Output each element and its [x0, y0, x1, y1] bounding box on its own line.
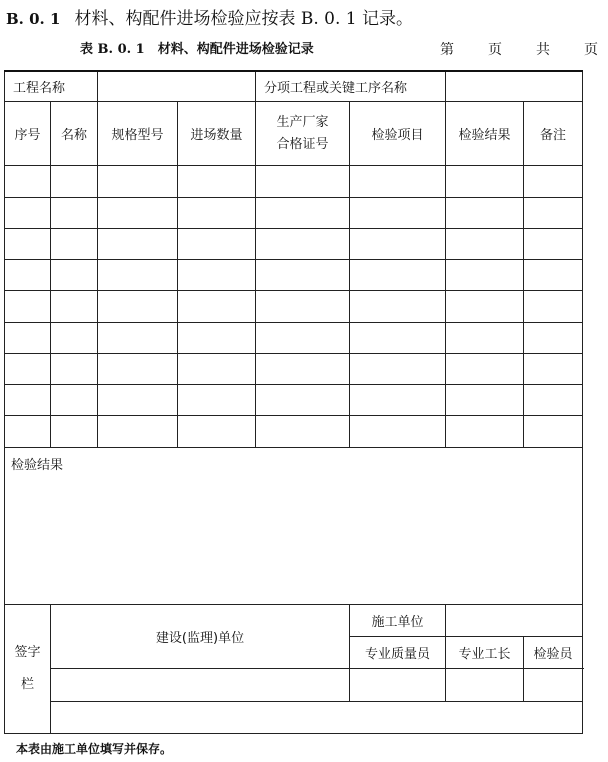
cell-quantity[interactable]: [178, 228, 256, 259]
cell-inspection-result[interactable]: [446, 322, 524, 353]
table-caption: [0, 40, 608, 60]
cell-inspection-result[interactable]: [446, 291, 524, 322]
table-row: [5, 385, 583, 416]
cell-inspection-item[interactable]: [350, 416, 446, 447]
table-row: [5, 197, 583, 228]
cell-name[interactable]: [51, 353, 98, 384]
column-header-row: [5, 101, 583, 166]
inspector-label: 检验员: [524, 637, 583, 669]
cell-inspection-result[interactable]: [446, 416, 524, 447]
cell-quantity[interactable]: [178, 353, 256, 384]
subproject-label: 分项工程或关键工序名称: [256, 71, 446, 101]
cell-manufacturer[interactable]: [256, 353, 350, 384]
cell-remarks[interactable]: [524, 260, 583, 291]
foreman-signature-field[interactable]: [446, 669, 524, 701]
col-header-inspection-result: 检验结果: [446, 101, 524, 166]
supervisor-label: 建设(监理)单位: [51, 604, 350, 669]
cell-remarks[interactable]: [524, 353, 583, 384]
cell-name[interactable]: [51, 322, 98, 353]
cell-inspection-result[interactable]: [446, 228, 524, 259]
table-row: [5, 228, 583, 259]
cell-index[interactable]: [5, 260, 51, 291]
table-row: [5, 291, 583, 322]
project-name-field[interactable]: [98, 71, 256, 101]
quality-officer-label: 专业质量员: [350, 637, 446, 669]
signature-row-1: [5, 604, 583, 636]
cell-inspection-item[interactable]: [350, 166, 446, 197]
cell-name[interactable]: [51, 416, 98, 447]
footnote: 本表由施工单位填写并保存。: [16, 742, 173, 756]
project-row: [5, 71, 583, 101]
col-header-spec: 规格型号: [98, 101, 178, 166]
cell-inspection-result[interactable]: [446, 353, 524, 384]
supervisor-signature-field[interactable]: [51, 669, 350, 701]
page-indicator: 第 页 共 页: [440, 42, 608, 58]
cell-index[interactable]: [5, 322, 51, 353]
cell-spec[interactable]: [98, 416, 178, 447]
section-number: B. 0. 1: [6, 10, 61, 28]
cell-remarks[interactable]: [524, 322, 583, 353]
result-area[interactable]: [5, 447, 583, 604]
cell-spec[interactable]: [98, 291, 178, 322]
cell-manufacturer[interactable]: [256, 385, 350, 416]
inspection-record-table: [4, 70, 583, 734]
result-label: 检验结果: [11, 457, 64, 473]
table-row: [5, 416, 583, 447]
cell-quantity[interactable]: [178, 322, 256, 353]
table-row: [5, 322, 583, 353]
cell-inspection-result[interactable]: [446, 260, 524, 291]
quality-officer-signature-field[interactable]: [350, 669, 446, 701]
cell-remarks[interactable]: [524, 385, 583, 416]
table-row: [5, 353, 583, 384]
cell-quantity[interactable]: [178, 166, 256, 197]
cell-quantity[interactable]: [178, 416, 256, 447]
cell-name[interactable]: [51, 385, 98, 416]
cell-quantity[interactable]: [178, 291, 256, 322]
col-header-name: 名称: [51, 101, 98, 166]
foreman-label: 专业工长: [446, 637, 524, 669]
cell-index[interactable]: [5, 291, 51, 322]
cell-spec[interactable]: [98, 260, 178, 291]
table-row: [5, 260, 583, 291]
date-field[interactable]: [51, 701, 583, 733]
cell-spec[interactable]: [98, 322, 178, 353]
cell-inspection-result[interactable]: [446, 166, 524, 197]
section-heading: [6, 6, 580, 32]
signature-row-4: [5, 701, 583, 733]
cell-spec[interactable]: [98, 166, 178, 197]
cell-remarks[interactable]: [524, 416, 583, 447]
cell-quantity[interactable]: [178, 385, 256, 416]
subproject-field[interactable]: [446, 71, 583, 101]
col-header-manufacturer: 生产厂家 合格证号: [256, 101, 350, 166]
cell-spec[interactable]: [98, 385, 178, 416]
cell-spec[interactable]: [98, 197, 178, 228]
cell-name[interactable]: [51, 228, 98, 259]
cell-spec[interactable]: [98, 228, 178, 259]
signature-row-3: [5, 669, 583, 701]
cell-name[interactable]: [51, 260, 98, 291]
cell-inspection-item[interactable]: [350, 322, 446, 353]
contractor-field[interactable]: [446, 604, 583, 636]
contractor-label: 施工单位: [350, 604, 446, 636]
cell-remarks[interactable]: [524, 291, 583, 322]
cell-inspection-item[interactable]: [350, 291, 446, 322]
cell-inspection-item[interactable]: [350, 197, 446, 228]
col-header-quantity: 进场数量: [178, 101, 256, 166]
cell-index[interactable]: [5, 166, 51, 197]
cell-inspection-result[interactable]: [446, 197, 524, 228]
table-row: [5, 166, 583, 197]
cell-manufacturer[interactable]: [256, 197, 350, 228]
cell-index[interactable]: [5, 197, 51, 228]
cell-manufacturer[interactable]: [256, 260, 350, 291]
cell-spec[interactable]: [98, 353, 178, 384]
cell-inspection-item[interactable]: [350, 228, 446, 259]
cell-index[interactable]: [5, 228, 51, 259]
cell-quantity[interactable]: [178, 260, 256, 291]
cell-manufacturer[interactable]: [256, 416, 350, 447]
cell-name[interactable]: [51, 166, 98, 197]
cell-inspection-result[interactable]: [446, 385, 524, 416]
section-text: 材料、构配件进场检验应按表 B. 0. 1 记录。: [74, 9, 413, 29]
cell-inspection-item[interactable]: [350, 385, 446, 416]
col-header-inspection-item: 检验项目: [350, 101, 446, 166]
blank-rows: [5, 166, 583, 447]
project-name-label: 工程名称: [5, 71, 98, 101]
result-row: [5, 447, 583, 604]
cell-manufacturer[interactable]: [256, 291, 350, 322]
cell-manufacturer[interactable]: [256, 228, 350, 259]
cell-remarks[interactable]: [524, 228, 583, 259]
cell-remarks[interactable]: [524, 166, 583, 197]
cell-inspection-item[interactable]: [350, 353, 446, 384]
cell-remarks[interactable]: [524, 197, 583, 228]
cell-index[interactable]: [5, 385, 51, 416]
cell-name[interactable]: [51, 197, 98, 228]
signature-label: 签字 栏: [5, 604, 51, 733]
inspector-signature-field[interactable]: [524, 669, 583, 701]
cell-index[interactable]: [5, 416, 51, 447]
cell-quantity[interactable]: [178, 197, 256, 228]
cell-manufacturer[interactable]: [256, 166, 350, 197]
cell-manufacturer[interactable]: [256, 322, 350, 353]
cell-name[interactable]: [51, 291, 98, 322]
table-title: 表 B. 0. 1 材料、构配件进场检验记录: [80, 42, 314, 57]
col-header-index: 序号: [5, 101, 51, 166]
col-header-remarks: 备注: [524, 101, 583, 166]
cell-inspection-item[interactable]: [350, 260, 446, 291]
cell-index[interactable]: [5, 353, 51, 384]
